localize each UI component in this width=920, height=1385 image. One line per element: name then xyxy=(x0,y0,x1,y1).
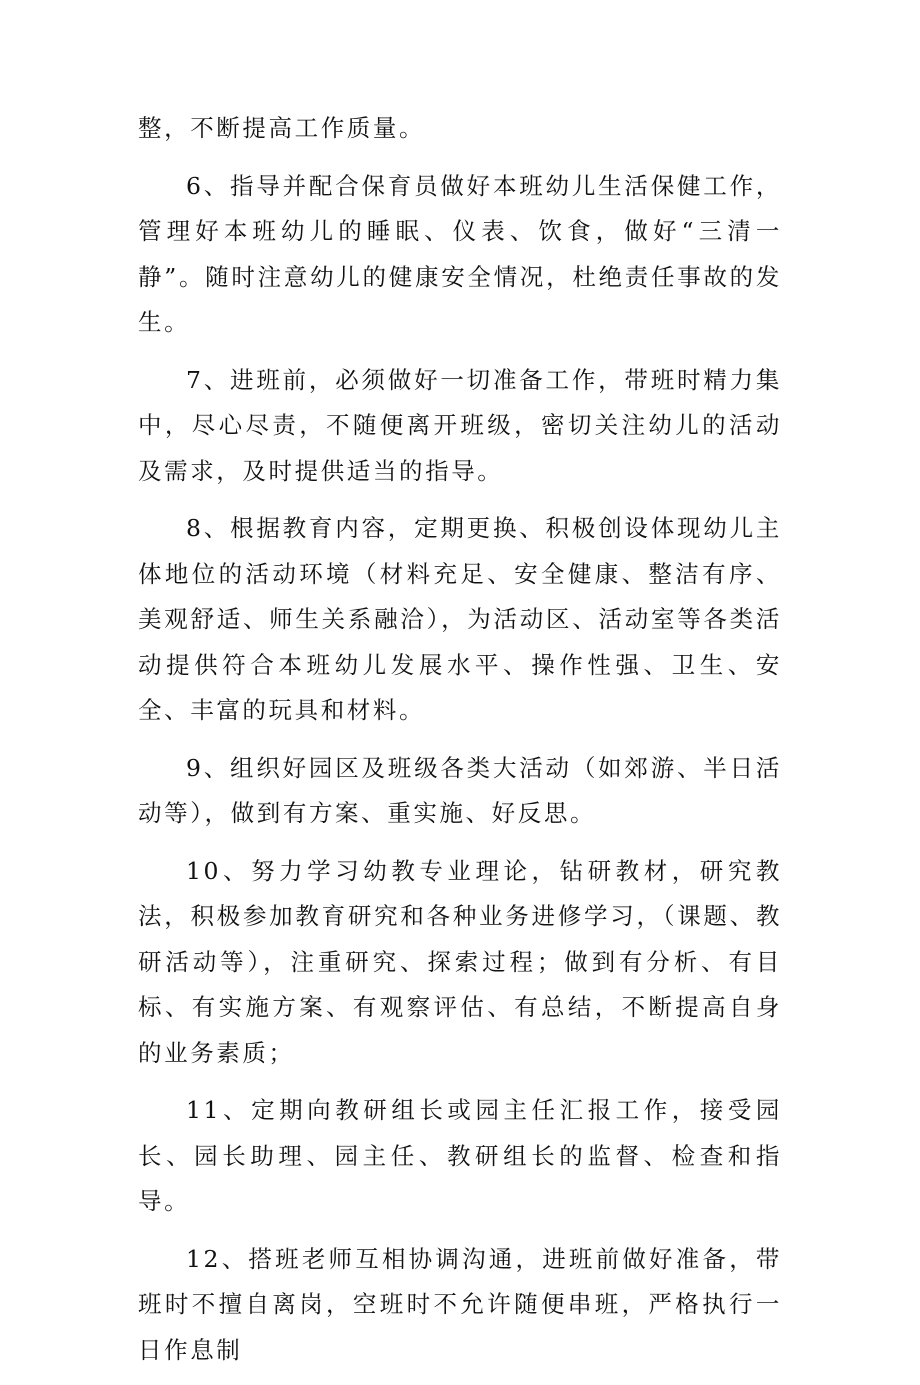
paragraph-item-10: 10、努力学习幼教专业理论，钻研教材，研究教法，积极参加教育研究和各种业务进修学习，（课题、教研活动等），注重研究、探索过程；做到有分析、有目标、有实施方案、有观察评估、有总结，不断提高自身的业务素质； xyxy=(138,856,782,1067)
paragraph-item-7: 7、进班前，必须做好一切准备工作，带班时精力集中，尽心尽责，不随便离开班级，密切关注幼儿的活动及需求，及时提供适当的指导。 xyxy=(138,365,782,485)
paragraph-item-9: 9、组织好园区及班级各类大活动（如郊游、半日活动等），做到有方案、重实施、好反思。 xyxy=(138,753,782,827)
paragraph-item-12: 12、搭班老师互相协调沟通，进班前做好准备，带班时不擅自离岗，空班时不允许随便串班，严格执行一日作息制 xyxy=(138,1244,782,1364)
paragraph-item-8: 8、根据教育内容，定期更换、积极创设体现幼儿主体地位的活动环境（材料充足、安全健康、整洁有序、美观舒适、师生关系融洽），为活动区、活动室等各类活动提供符合本班幼儿发展水平、操作性强、卫生、安全、丰富的玩具和材料。 xyxy=(138,514,782,724)
paragraph-item-6: 6、指导并配合保育员做好本班幼儿生活保健工作，管理好本班幼儿的睡眠、仪表、饮食，做好“三清一静”。随时注意幼儿的健康安全情况，杜绝责任事故的发生。 xyxy=(138,171,782,336)
paragraph-continuation: 整，不断提高工作质量。 xyxy=(138,114,426,142)
paragraph-item-11: 11、定期向教研组长或园主任汇报工作，接受园长、园长助理、园主任、教研组长的监督、检查和指导。 xyxy=(138,1096,782,1215)
document-body xyxy=(138,106,782,1385)
